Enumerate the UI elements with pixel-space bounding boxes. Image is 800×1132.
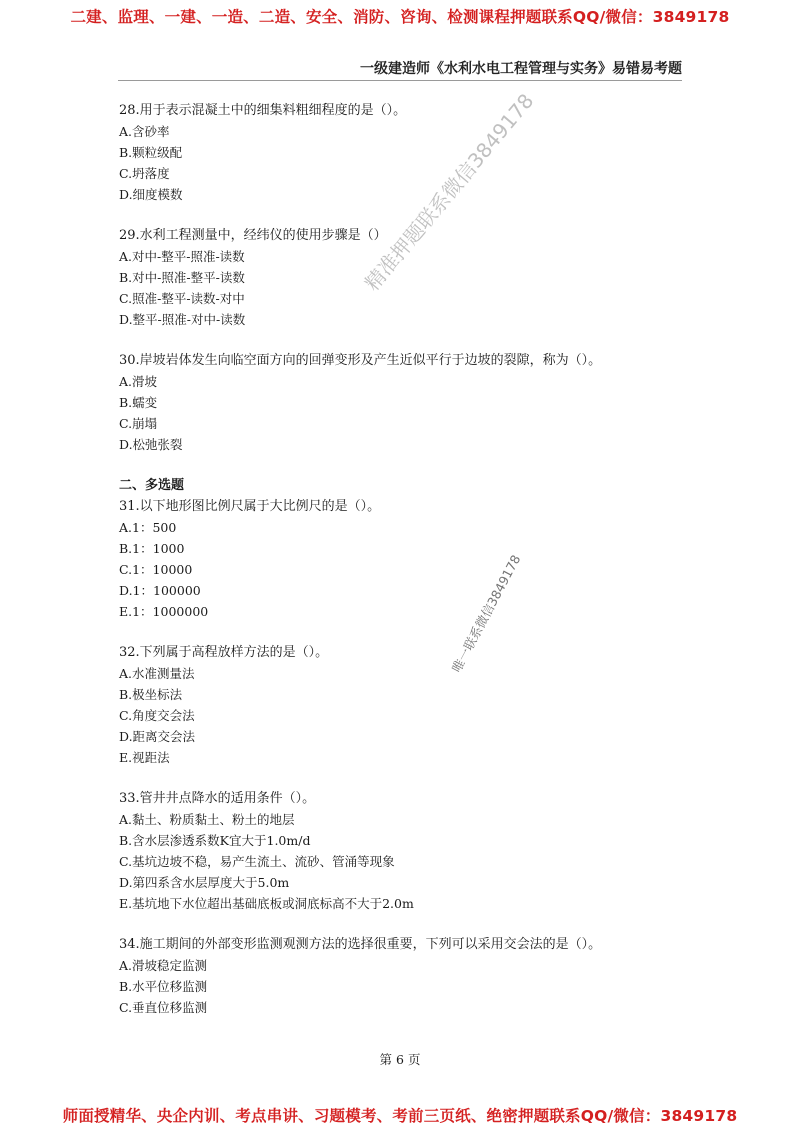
option-e: E.1：1000000 xyxy=(119,604,209,619)
question-32 xyxy=(119,642,699,768)
option-c: C.基坑边坡不稳，易产生流土、流砂、管涌等现象 xyxy=(119,854,395,869)
option-d: D.第四系含水层厚度大于5.0m xyxy=(119,875,290,890)
diagonal-watermark-small: 唯一联系微信3849178 xyxy=(448,552,524,675)
question-31 xyxy=(119,496,699,622)
document-title: 一级建造师《水利水电工程管理与实务》易错易考题 xyxy=(360,61,682,77)
header-divider xyxy=(118,80,682,81)
question-text: 28.用于表示混凝土中的细集料粗细程度的是（）。 xyxy=(119,103,407,118)
option-a: A.黏土、粉质黏土、粉土的地层 xyxy=(119,812,295,827)
option-c: C.照准-整平-读数-对中 xyxy=(119,291,245,306)
bottom-promo-banner: 师面授精华、央企内训、考点串讲、习题模考、考前三页纸、绝密押题联系QQ/微信：3849178 xyxy=(62,1107,738,1125)
question-text: 29.水利工程测量中，经纬仪的使用步骤是（） xyxy=(119,228,387,243)
page-number: 第 6 页 xyxy=(379,1052,421,1067)
option-b: B.1：1000 xyxy=(119,541,185,556)
top-promo-banner: 二建、监理、一建、一造、二造、安全、消防、咨询、检测课程押题联系QQ/微信：3849178 xyxy=(70,8,730,26)
question-33 xyxy=(119,788,699,914)
question-text: 33.管井井点降水的适用条件（）。 xyxy=(119,791,316,806)
option-e: E.基坑地下水位超出基础底板或洞底标高不大于2.0m xyxy=(119,896,414,911)
option-a: A.水准测量法 xyxy=(119,666,195,681)
option-d: D.松弛张裂 xyxy=(119,437,183,452)
option-b: B.含水层渗透系数K宜大于1.0m/d xyxy=(119,833,311,848)
section-heading-multiple-choice: 二、多选题 xyxy=(119,478,185,493)
option-b: B.极坐标法 xyxy=(119,687,183,702)
option-b: B.蠕变 xyxy=(119,395,158,410)
option-b: B.对中-照准-整平-读数 xyxy=(119,270,245,285)
option-c: C.崩塌 xyxy=(119,416,158,431)
option-a: A.滑坡稳定监测 xyxy=(119,958,208,973)
question-text: 31.以下地形图比例尺属于大比例尺的是（）。 xyxy=(119,499,381,514)
option-c: C.垂直位移监测 xyxy=(119,1000,208,1015)
diagonal-watermark: 精准押题联系微信3849178 xyxy=(359,88,539,296)
option-a: A.对中-整平-照准-读数 xyxy=(119,249,245,264)
option-a: A.滑坡 xyxy=(119,374,158,389)
question-text: 32.下列属于高程放样方法的是（）。 xyxy=(119,645,329,660)
option-d: D.1：100000 xyxy=(119,583,201,598)
option-d: D.距离交会法 xyxy=(119,729,196,744)
option-b: B.水平位移监测 xyxy=(119,979,208,994)
question-30 xyxy=(119,350,699,455)
option-c: C.坍落度 xyxy=(119,166,170,181)
option-c: C.1：10000 xyxy=(119,562,193,577)
question-text: 34.施工期间的外部变形监测观测方法的选择很重要，下列可以采用交会法的是（）。 xyxy=(119,937,602,952)
option-e: E.视距法 xyxy=(119,750,170,765)
question-34 xyxy=(119,934,699,1018)
option-d: D.细度模数 xyxy=(119,187,183,202)
option-a: A.含砂率 xyxy=(119,124,170,139)
option-a: A.1：500 xyxy=(119,520,177,535)
option-d: D.整平-照准-对中-读数 xyxy=(119,312,246,327)
question-text: 30.岸坡岩体发生向临空面方向的回弹变形及产生近似平行于边坡的裂隙，称为（）。 xyxy=(119,353,602,368)
option-c: C.角度交会法 xyxy=(119,708,195,723)
question-28 xyxy=(119,100,699,205)
option-b: B.颗粒级配 xyxy=(119,145,183,160)
